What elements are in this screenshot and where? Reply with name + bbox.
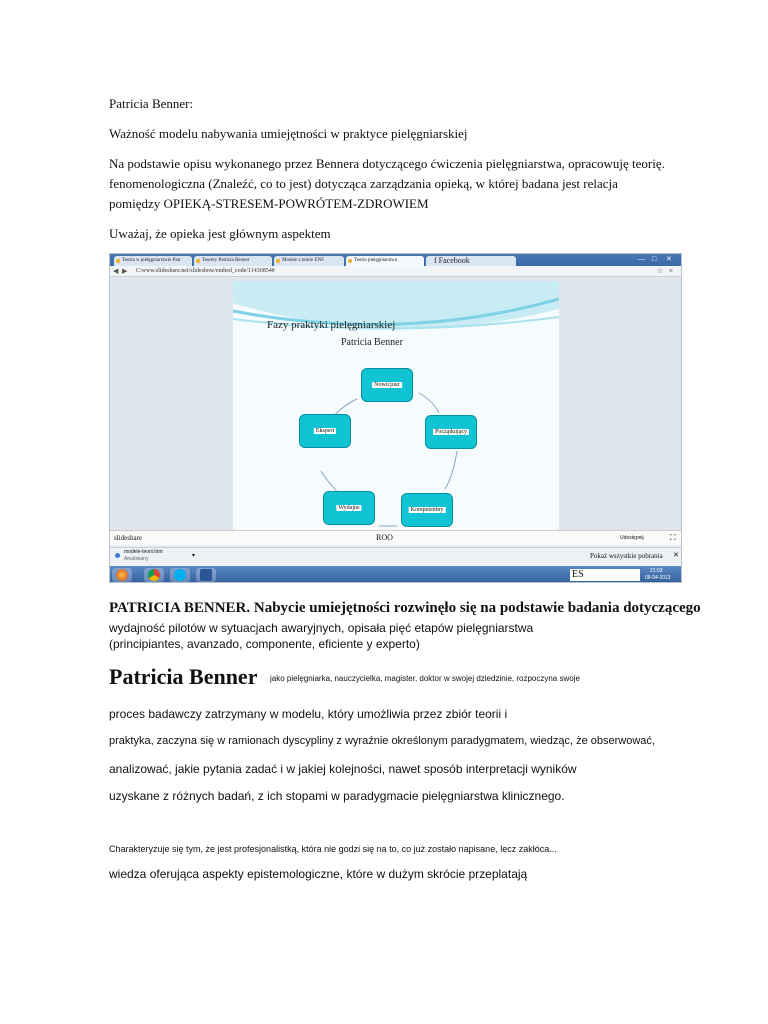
page-favicon-icon (196, 259, 200, 263)
embedded-screenshot (109, 253, 682, 583)
windows-taskbar (110, 566, 681, 583)
slideshare-bar (110, 530, 681, 545)
browser-tab-1[interactable]: Teoria w pielęgniarstwie Patr (114, 256, 192, 266)
windows-logo-icon (116, 569, 128, 581)
skype-icon (174, 569, 186, 581)
doc-para-3: pomiędzy OPIEKĄ-STRESEM-POWRÓTEM-ZDROWIEM (109, 196, 429, 211)
doc-small-note: Charakteryzuje się tym, że jest profesjonalistką, która nie godzi się na to, co już zostało napisane, lecz zakłóca... (109, 844, 557, 854)
show-all-downloads-link[interactable]: Pokaż wszystkie pobrania (590, 552, 663, 560)
word-icon (200, 569, 212, 581)
slide-subtitle: Patricia Benner (341, 337, 403, 348)
slide-viewer (110, 277, 681, 530)
slide-counter: ROO (376, 533, 393, 542)
doc-line-author: Patricia Benner: (109, 96, 194, 111)
download-file-name[interactable]: modele-teorii.htm (124, 549, 163, 555)
doc-big-name: Patricia Benner (109, 664, 258, 689)
browser-address-bar[interactable] (110, 266, 681, 277)
download-file-icon (115, 553, 120, 558)
maximize-icon[interactable]: □ (652, 255, 657, 263)
browser-tab-4[interactable]: Teorie pielęgniarstwa (346, 256, 424, 266)
chevron-down-icon[interactable]: ▾ (192, 553, 196, 559)
forward-icon[interactable]: ▶ (122, 267, 128, 275)
slideshare-logo[interactable]: slideshare (114, 534, 142, 542)
browser-tabbar (110, 254, 681, 266)
star-icon[interactable]: ☆ (657, 267, 664, 275)
node-novice: Nowicjusz (361, 368, 413, 402)
menu-icon[interactable]: ≡ (669, 267, 673, 275)
clock-time: 21:03 (650, 568, 663, 574)
doc-heading-bold: PATRICIA BENNER. Nabycie umiejętności rozwinęło się na podstawie badania dotyczącego (109, 600, 701, 616)
slide (233, 281, 559, 531)
chrome-icon (148, 569, 160, 581)
fullscreen-icon[interactable]: ⛶ (670, 533, 676, 542)
close-icon[interactable]: ✕ (673, 551, 679, 559)
doc-body-4: uzyskane z różnych badań, z ich stopami w paradygmacie pielęgniarstwa klinicznego. (109, 789, 565, 803)
page-favicon-icon (116, 259, 120, 263)
download-bar (110, 547, 681, 566)
browser-tab-facebook[interactable]: f Facebook (426, 256, 516, 266)
download-file-status: Anulowany (124, 556, 149, 562)
minimize-icon[interactable]: — (638, 255, 645, 263)
back-icon[interactable]: ◀ (113, 267, 119, 275)
taskbar-chrome[interactable] (144, 568, 164, 582)
doc-line-subject: Ważność modelu nabywania umiejętności w praktyce pielęgniarskiej (109, 126, 468, 141)
language-indicator[interactable]: ES (570, 569, 640, 581)
slide-title: Fazy praktyki pielęgniarskiej (267, 319, 396, 331)
page-favicon-icon (348, 259, 352, 263)
doc-para-2: fenomenologiczna (Znaleźć, co to jest) dotycząca zarządzania opieką, w której badana jest relacja (109, 176, 618, 191)
node-efficient: Wydajne (323, 491, 375, 525)
taskbar-skype[interactable] (170, 568, 190, 582)
browser-tab-3[interactable]: Modele z teorie ENF (274, 256, 344, 266)
doc-body-3: analizować, jakie pytania zadać i w jakiej kolejności, nawet sposób interpretacji wyników (109, 762, 577, 776)
page-favicon-icon (276, 259, 280, 263)
start-button[interactable] (112, 568, 132, 582)
doc-body-2: praktyka, zaczyna się w ramionach dyscypliny z wyraźnie określonym paradygmatem, wiedząc, że obserwować, (109, 735, 655, 747)
node-competent: Kompetentny (401, 493, 453, 527)
taskbar-word[interactable] (196, 568, 216, 582)
doc-line-care: Uważaj, że opieka jest głównym aspektem (109, 226, 331, 241)
clock-date: 08-04-2013 (645, 575, 671, 581)
doc-last-line: wiedza oferująca aspekty epistemologiczne, które w dużym skrócie przeplatają (109, 867, 528, 881)
node-beginner: Początkujący (425, 415, 477, 449)
doc-body-1: proces badawczy zatrzymany w modelu, który umożliwia przez zbiór teorii i (109, 707, 508, 721)
address-url[interactable]: C:www.slideshare.net/slideshow/embed_code/11436854# (136, 268, 275, 274)
doc-para-1: Na podstawie opisu wykonanego przez Bennera dotyczącego ćwiczenia pielęgniarstwa, opracowuję teorię. (109, 156, 665, 171)
close-icon[interactable]: ✕ (666, 255, 672, 263)
node-expert: Ekspert (299, 414, 351, 448)
share-button[interactable]: Udostępnij (620, 535, 644, 541)
browser-tab-2[interactable]: Teorety Patricia Benner (194, 256, 272, 266)
doc-big-name-aside: jako pielęgniarka, nauczycielka, magister, doktor w swojej dziedzinie, rozpoczyna swoje (270, 674, 580, 683)
doc-sub-line-1: wydajność pilotów w sytuacjach awaryjnych, opisała pięć etapów pielęgniarstwa (109, 621, 534, 635)
doc-sub-line-2: (principiantes, avanzado, componente, eficiente y experto) (109, 637, 420, 651)
